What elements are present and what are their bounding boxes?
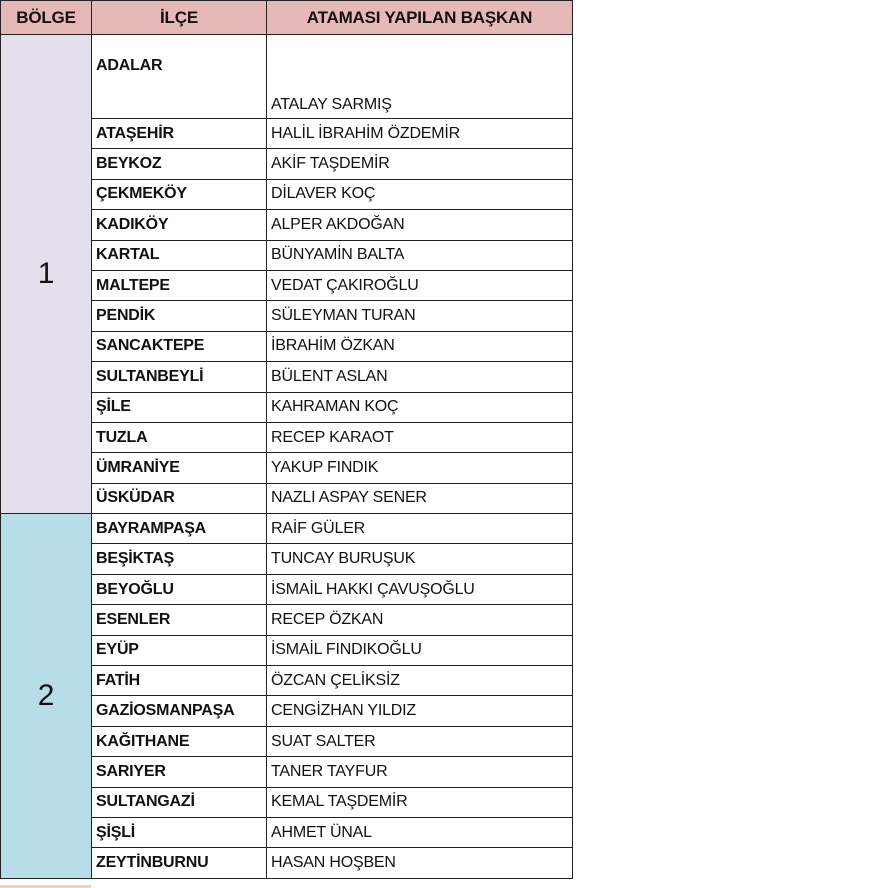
district-cell: ÜSKÜDAR [92,483,267,513]
district-cell: KADIKÖY [92,210,267,240]
mayor-cell: NAZLI ASPAY SENER [267,483,573,513]
district-cell: KARTAL [92,240,267,270]
mayor-cell: RECEP KARAOT [267,422,573,452]
district-cell: SULTANGAZİ [92,787,267,817]
district-cell: BEYKOZ [92,149,267,179]
mayor-cell: VEDAT ÇAKIROĞLU [267,270,573,300]
mayor-cell: HALİL İBRAHİM ÖZDEMİR [267,119,573,149]
mayor-cell: KEMAL TAŞDEMİR [267,787,573,817]
mayor-cell: RECEP ÖZKAN [267,605,573,635]
district-cell: BEYOĞLU [92,574,267,604]
mayor-cell: İBRAHİM ÖZKAN [267,331,573,361]
header-row [1,1,573,35]
district-cell: ŞİLE [92,392,267,422]
mayor-cell: ATALAY SARMIŞ [267,35,573,119]
mayor-cell: RAİF GÜLER [267,514,573,544]
mayor-cell: SÜLEYMAN TURAN [267,301,573,331]
district-cell: ADALAR [92,35,267,119]
mayor-cell: ALPER AKDOĞAN [267,210,573,240]
mayor-cell: YAKUP FINDIK [267,453,573,483]
table-body [1,35,573,879]
mayor-cell: İSMAİL HAKKI ÇAVUŞOĞLU [267,574,573,604]
district-cell: ÇEKMEKÖY [92,179,267,209]
mayor-cell: DİLAVER KOÇ [267,179,573,209]
district-cell: TUZLA [92,422,267,452]
district-cell: KAĞITHANE [92,726,267,756]
mayor-cell: SUAT SALTER [267,726,573,756]
mayor-cell: CENGİZHAN YILDIZ [267,696,573,726]
mayor-cell: BÜLENT ASLAN [267,362,573,392]
district-cell: SARIYER [92,757,267,787]
district-cell: ÜMRANİYE [92,453,267,483]
mayor-cell: BÜNYAMİN BALTA [267,240,573,270]
mayor-cell: İSMAİL FINDIKOĞLU [267,635,573,665]
region-cell: 1 [1,35,92,514]
mayor-cell: AHMET ÜNAL [267,817,573,847]
district-cell: EYÜP [92,635,267,665]
mayor-cell: ÖZCAN ÇELİKSİZ [267,666,573,696]
table-row [1,35,573,119]
mayor-cell: TUNCAY BURUŞUK [267,544,573,574]
district-cell: ATAŞEHİR [92,119,267,149]
mayor-cell: KAHRAMAN KOÇ [267,392,573,422]
mayor-cell: HASAN HOŞBEN [267,848,573,878]
mayor-cell: AKİF TAŞDEMİR [267,149,573,179]
table-row [1,514,573,544]
header-district: İLÇE [92,1,267,35]
district-cell: PENDİK [92,301,267,331]
district-cell: FATİH [92,666,267,696]
district-cell: MALTEPE [92,270,267,300]
header-mayor: ATAMASI YAPILAN BAŞKAN [267,1,573,35]
region-cell: 2 [1,514,92,879]
district-cell: GAZİOSMANPAŞA [92,696,267,726]
header-region: BÖLGE [1,1,92,35]
district-cell: BAYRAMPAŞA [92,514,267,544]
district-cell: ŞİŞLİ [92,817,267,847]
mayor-cell: TANER TAYFUR [267,757,573,787]
district-cell: BEŞİKTAŞ [92,544,267,574]
district-cell: SANCAKTEPE [92,331,267,361]
district-cell: ESENLER [92,605,267,635]
district-cell: ZEYTİNBURNU [92,848,267,878]
district-cell: SULTANBEYLİ [92,362,267,392]
